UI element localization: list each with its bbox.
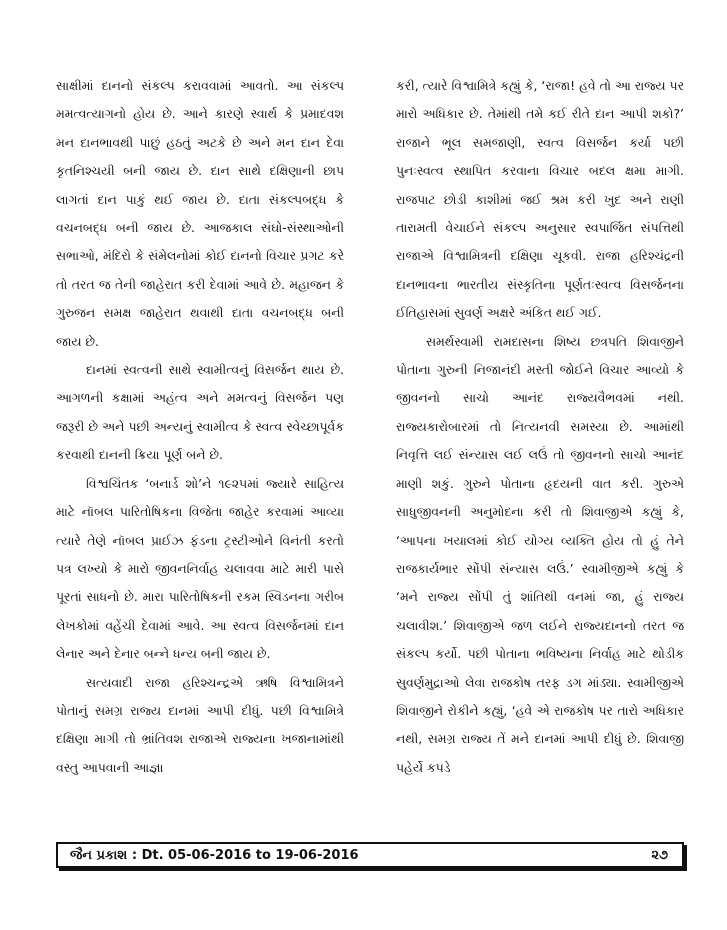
left-paragraph-3: વિશ્વચિંતક ‘બનાર્ડ શો’ને ૧૯૨૫માં જ્યારે સાહિત્ય માટે નૉબલ પારિતોષિકના વિજેતા જાહેર કરવામાં આવ્યા ત્યારે તેણે નૉબલ પ્રાઈઝ ફંડના ટ્રસ્ટીઓને વિનંતી કરતો પત્ર લખ્યો કે મારો જીવનનિર્વાહ ચલાવવા માટે મારી પાસે પૂરતાં સાધનો છે. મારા પારિતોષિકની રકમ સ્વિડનના ગરીબ લેખકોમાં વહેંચી દેવામાં આવે. આ સ્વત્વ વિસર્જનમાં દાન લેનાર અને દેનાર બન્ને ધન્ય બની જાય છે.	[56, 475, 344, 662]
left-paragraph-2: દાનમાં સ્વત્વની સાથે સ્વામીત્વનું વિસર્જન થાય છે. આગળની કક્ષામાં અહંત્વ અને મમત્વનું વિસર્જન પણ જરૂરી છે અને પછી અન્યનું સ્વામીત્વ કે સ્વત્વ સ્વેચ્છાપૂર્વક કરવાથી દાનની ક્રિયા પૂર્ણ બને છે.	[56, 362, 344, 463]
footer-page-number: ૨૭	[651, 848, 668, 863]
left-column	[56, 72, 344, 782]
page-footer	[56, 842, 684, 868]
footer-publication-title: જૈન પ્રકાશ : Dt. 05-06-2016 to 19-06-2016	[70, 848, 359, 863]
left-paragraph-4: સત્યવાદી રાજા હરિશ્ચન્દ્રએ ઋષિ વિશ્વામિત્રને પોતાનું સમગ્ર રાજ્ય દાનમાં આપી દીધું. પછી વિશ્વામિત્રે દક્ષિણા માગી તો ભ્રાંતિવશ રાજાએ રાજ્યના ખજાનામાંથી વસ્તુ આપવાની આજ્ઞા	[56, 674, 344, 775]
right-paragraph-2: સમર્થસ્વામી રામદાસના શિષ્ય છત્રપતિ શિવાજીને પોતાના ગુરુની નિજાનંદી મસ્તી જોઈને વિચાર આવ્યો કે જીવનનો સાચો આનંદ રાજ્યવૈભવમાં નથી. રાજ્યકારોબારમાં તો નિત્યનવી સમસ્યા છે. આમાંથી નિવૃત્તિ લઈ સંન્યાસ લઈ લઉં તો જીવનનો સાચો આનંદ માણી શકું. ગુરુને પોતાના હૃદયની વાત કરી. ગુરુએ સાધુજીવનની અનુમોદના કરી તો શિવાજીએ કહ્યું કે, ‘આપના ખયાલમાં કોઈ યોગ્ય વ્યક્તિ હોય તો હું તેને રાજકાર્યભાર સોંપી સંન્યાસ લઉં.’ સ્વામીજીએ કહ્યું કે ‘મને રાજ્ય સોંપી તું શાંતિથી વનમાં જા, હું રાજ્ય ચલાવીશ.’ શિવાજીએ જળ લઈને રાજ્યદાનનો તરત જ સંકલ્પ કર્યો. પછી પોતાના ભવિષ્યના નિર્વાહ માટે થોડીક સુવર્ણમુદ્રાઓ લેવા રાજકોષ તરફ ડગ માંડ્યા. સ્વામીજીએ શિવાજીને રોકીને કહ્યું, ‘હવે એ રાજકોષ પર તારો અધિકાર નથી, સમગ્ર રાજ્ય તેં મને દાનમાં આપી દીધું છે. શિવાજી પહેર્યે કપડે	[396, 333, 684, 775]
right-column	[396, 72, 684, 782]
right-paragraph-1: કરી, ત્યારે વિશ્વામિત્રે કહ્યું કે, ‘રાજા! હવે તો આ રાજ્ય પર મારો અધિકાર છે. તેમાંથી તમે કઈ રીતે દાન આપી શકો?’ રાજાને ભૂલ સમજાણી, સ્વત્વ વિસર્જન કર્યા પછી પુનઃસ્વત્વ સ્થાપિત કરવાના વિચાર બદલ ક્ષમા માગી. રાજપાટ છોડી કાશીમાં જઈ શ્રમ કરી ખુદ અને રાણી તારામતી વેચાઈને સંકલ્પ અનુસાર સ્વપાર્જિત સંપત્તિથી રાજાએ વિશ્વામિત્રની દક્ષિણા ચૂકવી. રાજા હરિશ્ચંદ્રની દાનભાવના ભારતીય સંસ્કૃતિના પૂર્ણતઃસ્વત્વ વિસર્જનના ઈતિહાસમાં સુવર્ણ અક્ષરે અંકિત થઈ ગઈ.	[396, 78, 684, 321]
left-paragraph-1: સાક્ષીમાં દાનનો સંકલ્પ કરાવવામાં આવતો. આ સંકલ્પ મમત્વત્યાગનો હોય છે. આને કારણે સ્વાર્થ કે પ્રમાદવશ મન દાનભાવથી પાછું હઠતું અટકે છે અને મન દાન દેવા કૃતનિશ્ચયી બની જાય છે. દાન સાથે દક્ષિણાની છાપ લાગતાં દાન પાકું થઈ જાય છે. દાતા સંકલ્પબદ્ધ કે વચનબદ્ધ બની જાય છે. આજકાલ સંઘો-સંસ્થાઓની સભાઓ, મંદિરો કે સંમેલનોમાં કોઈ દાનનો વિચાર પ્રગટ કરે તો તરત જ તેની જાહેરાત કરી દેવામાં આવે છે. મહાજન કે ગુરુજન સમક્ષ જાહેરાત થવાથી દાતા વચનબદ્ધ બની જાય છે.	[56, 78, 344, 349]
